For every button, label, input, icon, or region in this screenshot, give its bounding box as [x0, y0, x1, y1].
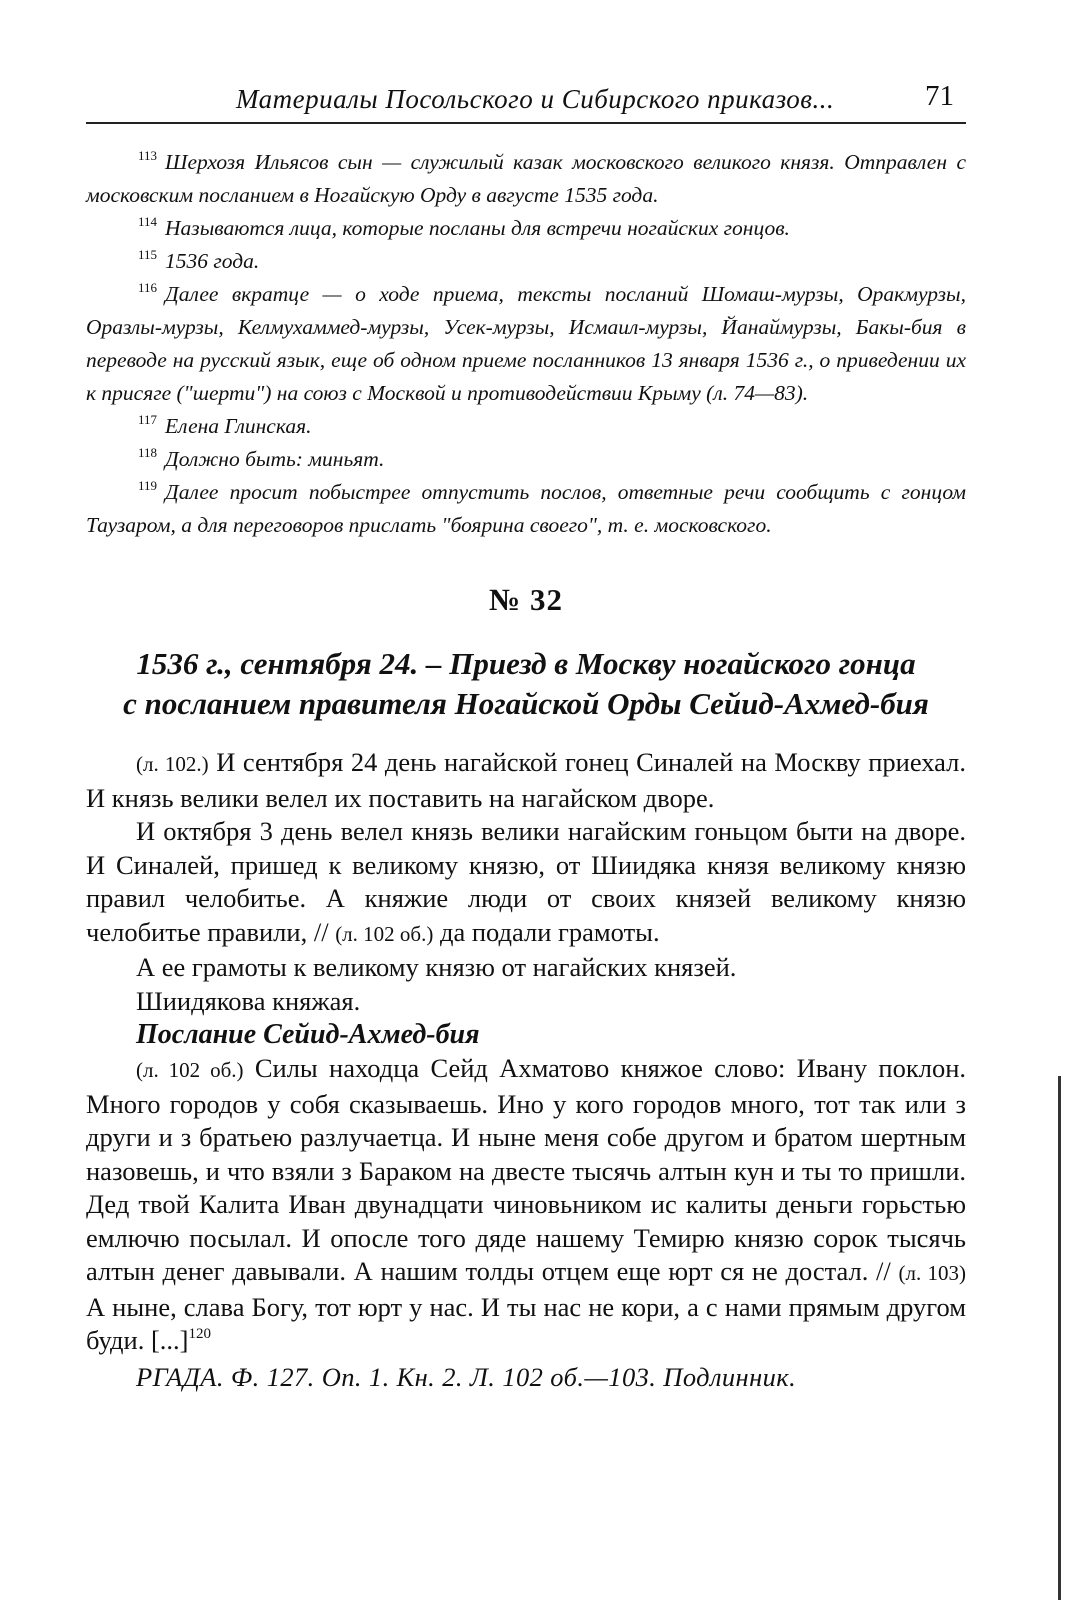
folio-reference: (л. 103) [898, 1261, 967, 1285]
document-body [86, 746, 966, 1394]
document-number: № 32 [489, 582, 563, 617]
page-number: 71 [925, 80, 954, 112]
footnote-number: 117 [138, 412, 158, 427]
running-title: Материалы Посольского и Сибирского приказов... [236, 84, 835, 114]
footnote-118 [86, 443, 966, 476]
footnote-number: 118 [138, 445, 158, 460]
paragraph: Шиидякова княжая. [136, 985, 361, 1016]
paragraph-text: да подали грамоты. [439, 916, 660, 947]
footnote-114 [86, 212, 966, 245]
footnote-text: Называются лица, которые посланы для встречи ногайских гонцов. [165, 216, 790, 240]
running-header [86, 78, 966, 124]
paragraph-text: И сентября 24 день нагайской гонец Синалей на Москву приехал. И князь велики велел их поставить на нагайском дворе. [86, 747, 967, 813]
folio-reference: (л. 102.) [136, 752, 209, 776]
footnote-text: Далее вкратце — о ходе приема, тексты посланий Шомаш-мурзы, Оракмурзы, Оразлы-мурзы, Келмухаммед-мурзы, Усек-мурзы, Исмаил-мурзы, Йанаймурзы, Бакы-бия в переводе на русский язык, еще об одном приеме посланников 13 января 1536 г., о приведении их к присяге ("шерти") на союз с Москвой и противодействии Крыму (л. 74—83). [86, 282, 966, 405]
footnote-text: Должно быть: миньят. [165, 447, 385, 471]
footnote-119 [86, 476, 966, 542]
footnotes [86, 146, 966, 542]
footnote-116 [86, 278, 966, 410]
footnote-text: Елена Глинская. [165, 414, 312, 438]
paragraph-text: И октября 3 день велел князь велики нагайским гоньцом быти на дворе. И Синалей, пришед к великому князю, от Шиидяка князя великому князю правил челобитье. А княжие люди от своих князей великому князю челобитье правили, // [86, 816, 966, 947]
paragraph [86, 815, 966, 951]
document-heading [86, 644, 966, 724]
section-subheading: Послание Сейид-Ахмед-бия [136, 1019, 480, 1050]
paragraph-text: Силы находца Сейд Ахматово княжое слово: Ивану поклон. Много городов у собя сказываешь. Ино у кого городов много, тот так или з други и з братьею разлучаетца. И ныне меня собе другом и братом шертным назовешь, и что взяли з Бараком на двесте тысячь алтын кун и ты то пришли. Дед твой Калита Иван двунадцати чиновьником ис калиты деньги горьстью емлючю посылал. И опосле того дяде нашему Темирю князю сорок тысячь алтын денег давывали. А нашим толды отцем еще юрт ся не достал. // [86, 1053, 967, 1286]
footnote-113 [86, 146, 966, 212]
paragraph-text: А ныне, слава Богу, тот юрт у нас. И ты нас не кори, а с нами прямым другом буди. [...] [86, 1291, 966, 1355]
footnote-text: Далее просит побыстрее отпустить послов, ответные речи сообщить с гонцом Таузаром, а для переговоров прислать "боярина своего", т. е. московского. [86, 480, 966, 537]
footnote-text: Шерхозя Ильясов сын — служилый казак московского великого князя. Отправлен с московским посланием в Ногайскую Орду в августе 1535 года. [86, 150, 966, 207]
heading-line: 1536 г., сентября 24. – Приезд в Москву ногайского гонца [136, 646, 916, 681]
footnote-text: 1536 года. [165, 249, 260, 273]
paragraph: А ее грамоты к великому князю от нагайских князей. [136, 952, 737, 982]
footnote-117 [86, 410, 966, 443]
scan-margin-line [1058, 1076, 1061, 1600]
footnote-reference: 120 [188, 1326, 211, 1342]
page [86, 78, 966, 1394]
footnote-number: 115 [138, 247, 158, 262]
footnote-number: 113 [138, 148, 158, 163]
archive-source: РГАДА. Ф. 127. Оп. 1. Кн. 2. Л. 102 об.—103. Подлинник. [136, 1361, 797, 1392]
paragraph [86, 746, 966, 815]
footnote-number: 116 [138, 280, 158, 295]
footnote-number: 114 [138, 214, 158, 229]
folio-reference: (л. 102 об.) [136, 1058, 244, 1082]
heading-line: с посланием правителя Ногайской Орды Сейид-Ахмед-бия [123, 686, 929, 721]
footnote-115 [86, 245, 966, 278]
footnote-number: 119 [138, 478, 158, 493]
folio-reference: (л. 102 об.) [335, 921, 434, 946]
paragraph [86, 1052, 966, 1358]
